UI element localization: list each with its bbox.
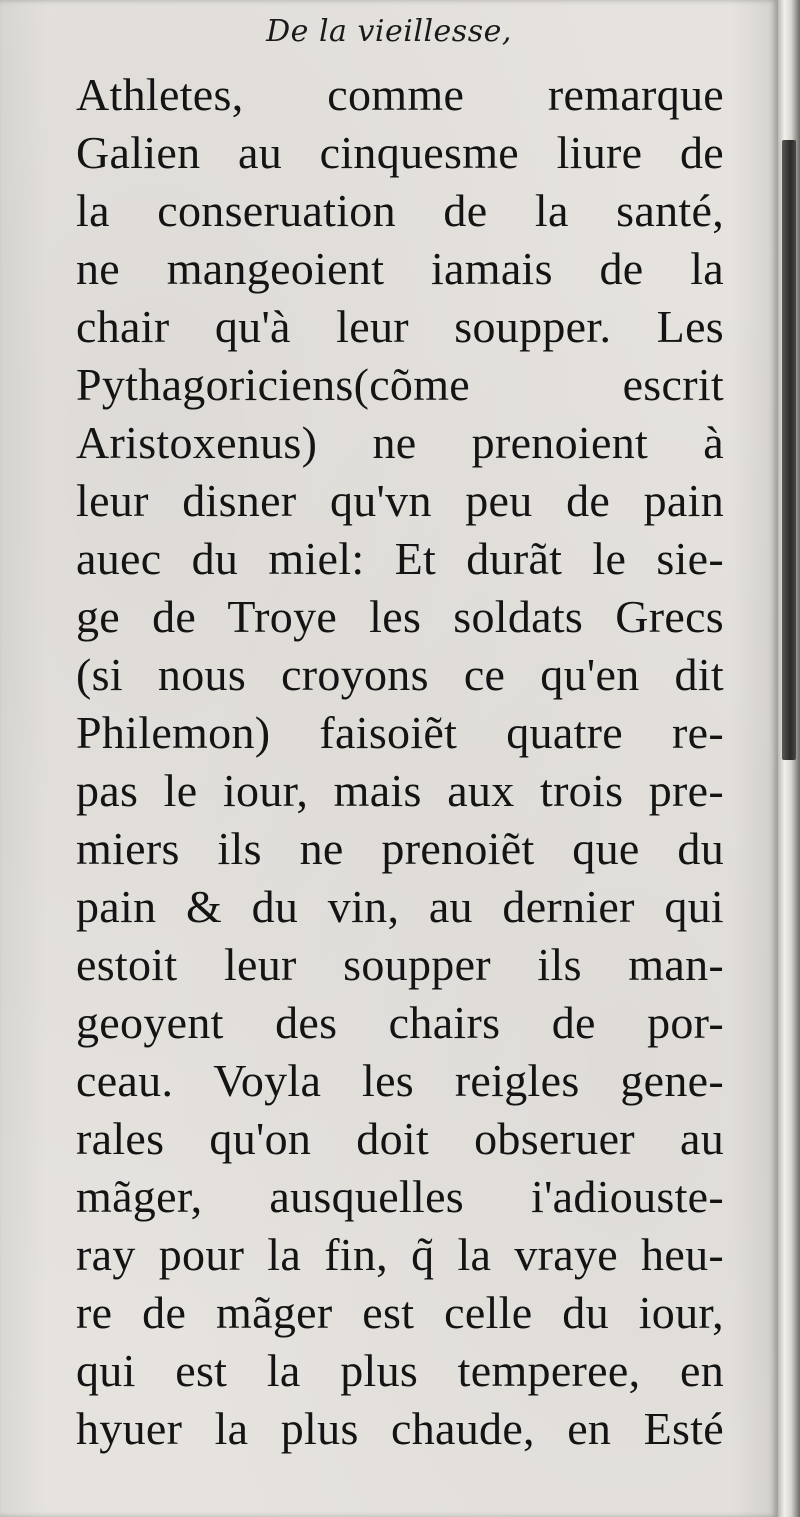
text-line: mãger, ausquelles i'adiouste- <box>76 1171 724 1222</box>
text-line: auec du miel: Et durãt le sie- <box>76 533 724 584</box>
running-head: De la vieillesse, <box>266 14 512 49</box>
text-line: rales qu'on doit obseruer au <box>76 1113 724 1164</box>
text-line: Pythagoriciens(cõme escrit <box>76 359 724 410</box>
text-line: pain & du vin, au dernier qui <box>76 881 724 932</box>
text-line: chair qu'à leur soupper. Les <box>76 301 724 352</box>
text-line: Philemon) faisoiẽt quatre re- <box>76 707 724 758</box>
text-line: (si nous croyons ce qu'en dit <box>76 649 724 700</box>
text-line: ray pour la fin, q̃ la vraye heu- <box>76 1229 724 1280</box>
text-line: pas le iour, mais aux trois pre- <box>76 765 724 816</box>
page-edge <box>778 0 800 1517</box>
text-line: leur disner qu'vn peu de pain <box>76 475 724 526</box>
text-line: Athletes, comme remarque <box>76 69 724 120</box>
text-line: la conseruation de la santé, <box>76 185 724 236</box>
binding-shadow <box>782 140 796 760</box>
text-line: ceau. Voyla les reigles gene- <box>76 1055 724 1106</box>
body-text <box>76 66 724 1458</box>
text-line: ne mangeoient iamais de la <box>76 243 724 294</box>
text-line: estoit leur soupper ils man- <box>76 939 724 990</box>
text-line: Galien au cinquesme liure de <box>76 127 724 178</box>
text-line: ge de Troye les soldats Grecs <box>76 591 724 642</box>
text-line: qui est la plus temperee, en <box>76 1345 724 1396</box>
text-line: miers ils ne prenoiẽt que du <box>76 823 724 874</box>
text-line: hyuer la plus chaude, en Esté <box>76 1403 724 1454</box>
text-line: Aristoxenus) ne prenoient à <box>76 417 724 468</box>
text-line: geoyent des chairs de por- <box>76 997 724 1048</box>
text-line: re de mãger est celle du iour, <box>76 1287 724 1338</box>
